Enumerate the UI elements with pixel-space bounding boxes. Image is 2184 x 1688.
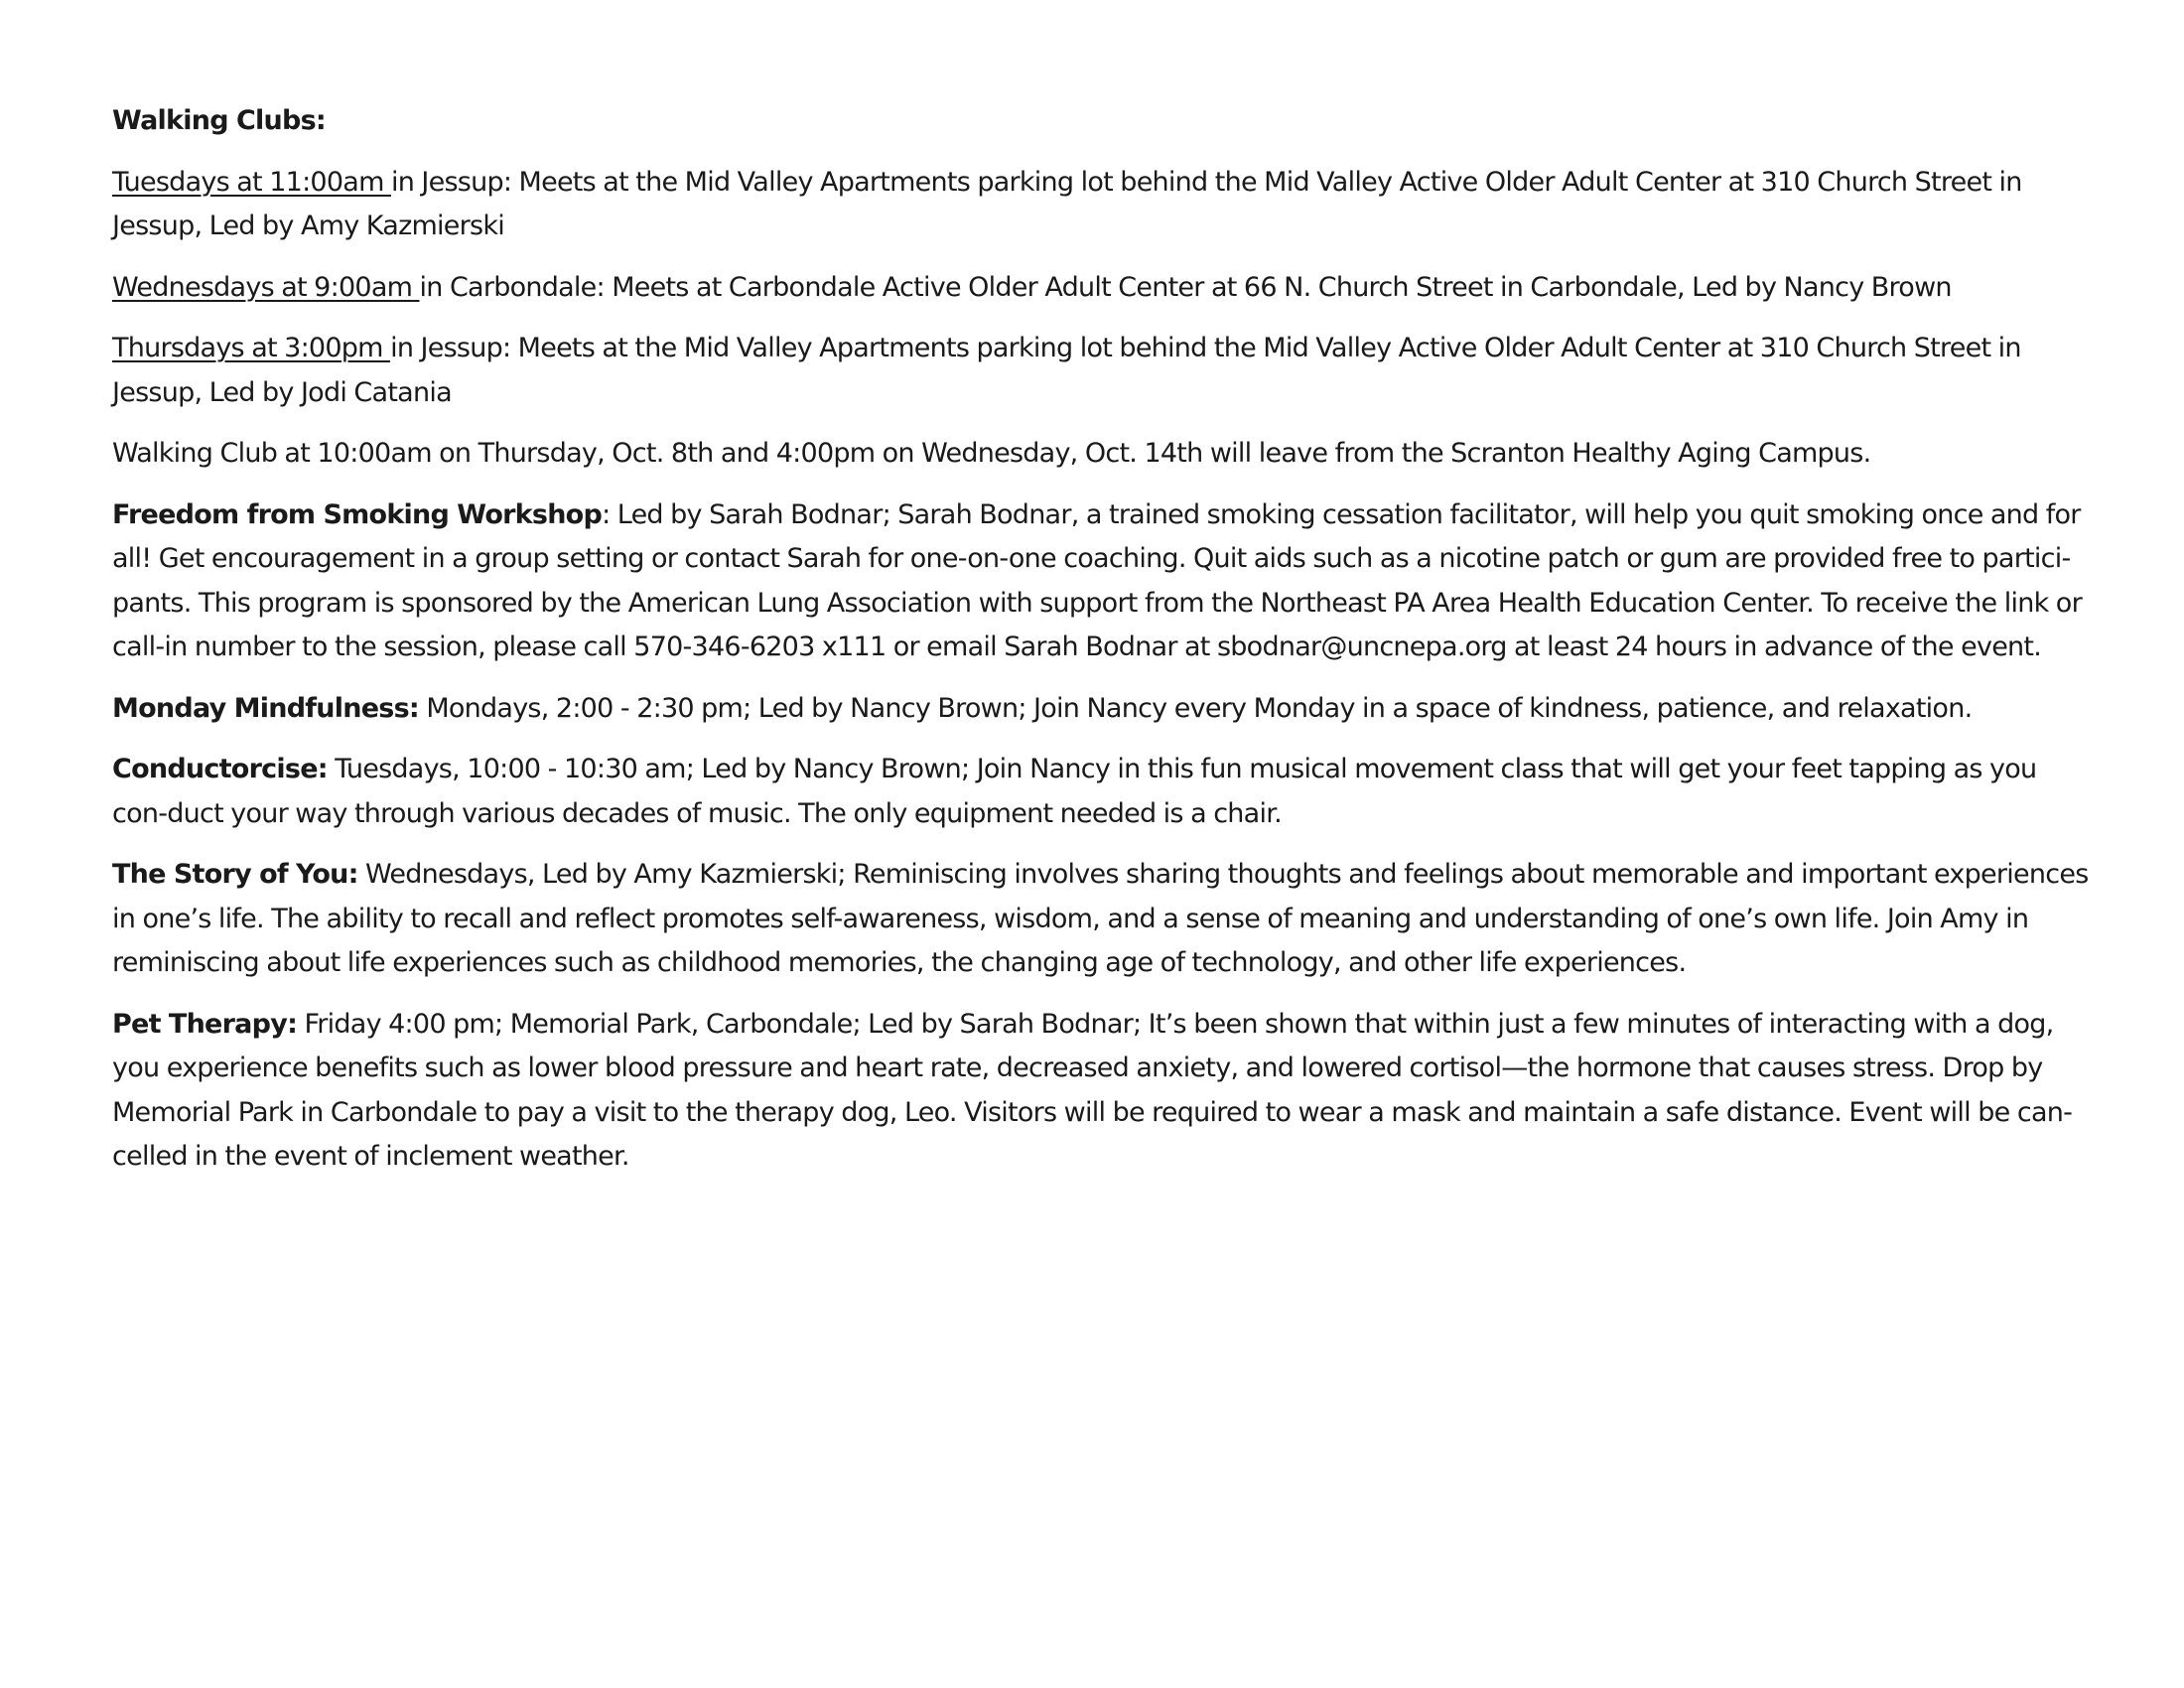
program-pet-therapy <box>112 1003 2093 1180</box>
walking-club-thursday-time: Thursdays at 3:00pm <box>112 333 391 363</box>
program-title: Pet Therapy: <box>112 1008 298 1040</box>
program-title: Freedom from Smoking Workshop <box>112 498 603 530</box>
walking-club-tuesday-details: in Jessup: Meets at the Mid Valley Apartments parking lot behind the Mid Valley Active Older Adult Center at 310 Church Street in Jessup, Led by Amy Kazmierski <box>112 166 2022 241</box>
program-title: Conductorcise: <box>112 754 328 784</box>
program-title: Monday Mindfulness: <box>112 692 419 724</box>
walking-club-thursday <box>112 327 2093 415</box>
program-description: Tuesdays, 10:00 - 10:30 am; Led by Nancy Brown; Join Nancy in this fun musical movement class that will get your feet tapping as you con-duct your way through various decades of music. The only equipment needed is a chair. <box>112 754 2037 829</box>
program-separator <box>358 859 365 890</box>
walking-club-wednesday-details: in Carbondale: Meets at Carbondale Active Older Adult Center at 66 N. Church Street in Carbondale, Led by Nancy Brown <box>419 271 1952 303</box>
walking-club-wednesday <box>112 266 2093 311</box>
walking-club-tuesday <box>112 161 2093 249</box>
program-description: Friday 4:00 pm; Memorial Park, Carbondale; Led by Sarah Bodnar; It’s been shown that within just a few minutes of interacting with a dog, you experience benefits such as lower blood pressure and heart rate, decreased anxiety, and lowered cortisol—the hormone that causes stress. Drop by Memorial Park in Carbondale to pay a visit to the therapy dog, Leo. Visitors will be required to wear a mask and maintain a safe distance. Event will be can-celled in the event of inclement weather. <box>112 1008 2073 1172</box>
walking-club-wednesday-time: Wednesdays at 9:00am <box>112 271 420 303</box>
program-freedom-from-smoking <box>112 493 2093 670</box>
program-separator: : <box>602 498 617 530</box>
document-page <box>112 99 2093 1196</box>
program-description: Wednesdays, Led by Amy Kazmierski; Reminiscing involves sharing thoughts and feelings about memorable and important experiences in one’s life. The ability to recall and reflect promotes self-awareness, wisdom, and a sense of meaning and understanding of one’s own life. Join Amy in reminiscing about life experiences such as childhood memories, the changing age of technology, and other life experiences. <box>112 859 2089 978</box>
program-monday-mindfulness <box>112 687 2093 732</box>
program-story-of-you <box>112 853 2093 986</box>
program-title: The Story of You: <box>112 859 358 890</box>
walking-club-tuesday-time: Tuesdays at 11:00am <box>112 166 391 198</box>
walking-clubs-heading: Walking Clubs: <box>112 105 326 136</box>
program-conductorcise <box>112 748 2093 836</box>
walking-club-thursday-details: in Jessup: Meets at the Mid Valley Apartments parking lot behind the Mid Valley Active Older Adult Center at 310 Church Street in Jessup, Led by Jodi Catania <box>112 333 2021 408</box>
program-description: Led by Sarah Bodnar; Sarah Bodnar, a trained smoking cessation facilitator, will help you quit smoking once and for all! Get encouragement in a group setting or contact Sarah for one-on-one coaching. Quit aids such as a nicotine patch or gum are provided free to partici-pants. This program is sponsored by the American Lung Association with support from the Northeast PA Area Health Education Center. To receive the link or call-in number to the session, please call 570-346-6203 x111 or email Sarah Bodnar at sbodnar@uncnepa.org at least 24 hours in advance of the event. <box>112 498 2082 662</box>
walking-club-note: Walking Club at 10:00am on Thursday, Oct. 8th and 4:00pm on Wednesday, Oct. 14th will leave from the Scranton Healthy Aging Campus. <box>112 438 1871 469</box>
program-description: Mondays, 2:00 - 2:30 pm; Led by Nancy Brown; Join Nancy every Monday in a space of kindness, patience, and relaxation. <box>426 692 1973 724</box>
